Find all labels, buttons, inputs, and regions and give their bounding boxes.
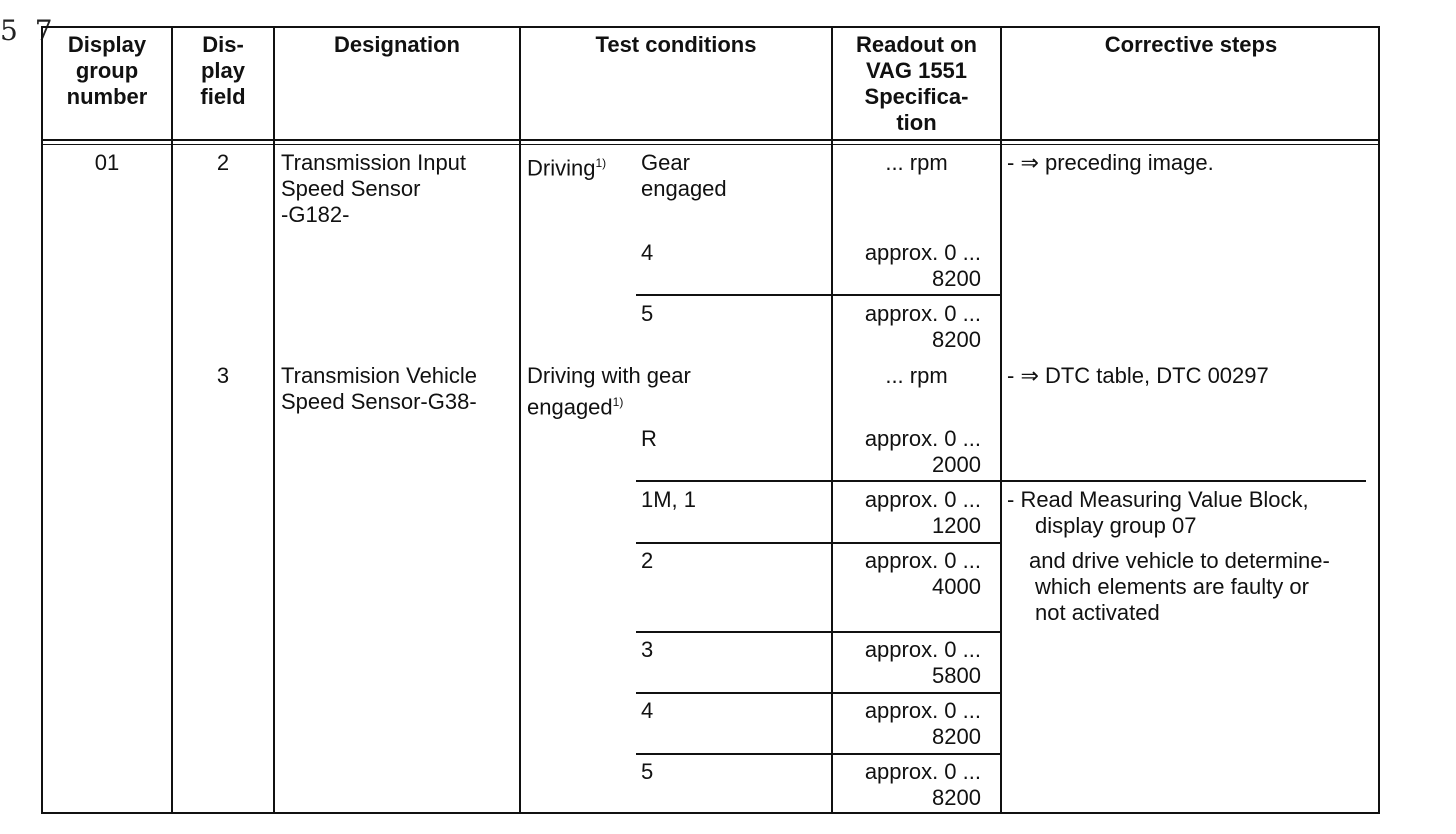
header-display-field: Dis- play field [200, 32, 246, 109]
header-divider-secondary [43, 144, 1378, 145]
cell-corrective-field-3-drive: and drive vehicle to determine- which elements are faulty or not activated [1029, 548, 1330, 625]
row-divider [636, 631, 1001, 633]
gear-value: 4 [641, 240, 654, 265]
cell-readout-main-field-3: ... rpm [885, 363, 948, 388]
col-divider [831, 28, 833, 812]
cell-gear-label-field-2: Gear engaged [641, 150, 727, 201]
gear-readout: approx. 0 ... 5800 [864, 637, 981, 688]
gear-readout: approx. 0 ... 4000 [864, 548, 981, 599]
gear-readout: approx. 0 ... 8200 [864, 759, 981, 810]
row-divider [636, 542, 1001, 544]
header-test-conditions: Test conditions [595, 32, 757, 57]
cell-field-3: 3 [216, 363, 230, 388]
gear-readout: approx. 0 ... 8200 [864, 698, 981, 749]
row-divider [636, 294, 1001, 296]
header-divider [43, 139, 1378, 141]
gear-value: 4 [641, 698, 654, 723]
cell-readout-main-field-2: ... rpm [885, 150, 948, 175]
gear-value: 5 [641, 759, 654, 784]
cell-condition-field-2: Driving$^{1)}$ [527, 155, 607, 181]
col-divider [519, 28, 521, 812]
gear-value: 2 [641, 548, 654, 573]
cell-field-2: 2 [216, 150, 230, 175]
cell-corrective-field-3-read-block: - Read Measuring Value Block, display group 07 [1007, 487, 1309, 538]
header-corrective-steps: Corrective steps [1104, 32, 1278, 57]
gear-readout: approx. 0 ... 8200 [864, 240, 981, 291]
gear-readout: approx. 0 ... 8200 [864, 301, 981, 352]
margin-page-mark: 5 7 [0, 14, 57, 47]
gear-readout: approx. 0 ... 2000 [864, 426, 981, 477]
col-divider [171, 28, 173, 812]
gear-readout: approx. 0 ... 1200 [864, 487, 981, 538]
gear-value: 3 [641, 637, 654, 662]
row-divider [636, 753, 1001, 755]
header-readout: Readout on VAG 1551 Specifica- tion [856, 32, 977, 135]
gear-value: 1M, 1 [641, 487, 697, 512]
cell-condition-field-3: Driving with gear engaged$^{1)}$ [527, 363, 691, 420]
header-display-group-number: Display group number [66, 32, 148, 109]
row-divider [636, 480, 1366, 482]
cell-corrective-field-2: - ⇒ preceding image. [1007, 150, 1214, 175]
cell-group-number: 01 [94, 150, 120, 175]
col-divider [273, 28, 275, 812]
header-designation: Designation [334, 32, 460, 57]
measuring-value-table [41, 26, 1380, 814]
cell-designation-field-2: Transmission Input Speed Sensor -G182- [281, 150, 467, 227]
gear-value: 5 [641, 301, 654, 326]
gear-value: R [641, 426, 657, 451]
row-divider [636, 692, 1001, 694]
cell-corrective-field-3-dtc: - ⇒ DTC table, DTC 00297 [1007, 363, 1269, 388]
cell-designation-field-3: Transmision Vehicle Speed Sensor-G38- [281, 363, 478, 414]
col-divider [1000, 28, 1002, 812]
